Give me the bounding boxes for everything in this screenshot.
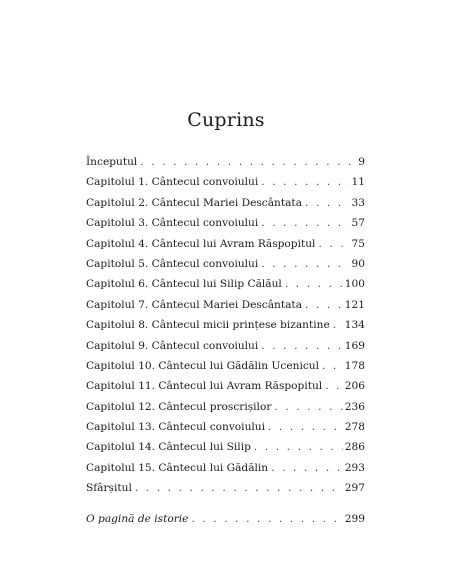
toc-entry — [86, 458, 365, 478]
leader-dots — [274, 397, 342, 417]
leader-dots — [261, 213, 349, 233]
leader-dots — [305, 295, 343, 315]
toc-entry-page: 286 — [344, 441, 365, 454]
toc-entry — [86, 254, 365, 274]
toc-entry — [86, 152, 365, 172]
toc-entry-page: 134 — [344, 319, 365, 332]
toc-entry-label: Capitolul 1. Cântecul convoiului — [86, 176, 259, 189]
toc-entry-label: Capitolul 3. Cântecul convoiului — [86, 217, 259, 230]
toc-appendix-entry — [86, 509, 365, 529]
toc-entry-label: Capitolul 6. Cântecul lui Silip Călăul — [86, 278, 282, 291]
section-gap — [86, 499, 365, 509]
toc-entry-page: 278 — [344, 421, 365, 434]
leader-dots — [333, 315, 343, 335]
toc-entry-page: 75 — [351, 237, 365, 250]
leader-dots — [135, 478, 343, 498]
toc-entry-page: 293 — [344, 461, 365, 474]
toc-entry-label: Capitolul 8. Cântecul micii prințese bizantine — [86, 319, 330, 332]
leader-dots — [254, 437, 343, 457]
leader-dots — [191, 509, 342, 529]
toc-entry-page: 178 — [344, 359, 365, 372]
toc-entry-label: Capitolul 5. Cântecul convoiului — [86, 257, 259, 270]
toc-entry-page: 90 — [351, 257, 365, 270]
toc-entry — [86, 172, 365, 192]
toc-entry-label: Capitolul 14. Cântecul lui Silip — [86, 441, 251, 454]
leader-dots — [305, 193, 350, 213]
leader-dots — [261, 172, 349, 192]
toc-entry — [86, 478, 365, 498]
toc-entry — [86, 376, 365, 396]
leader-dots — [140, 152, 356, 172]
toc-entry-label: Capitolul 7. Cântecul Mariei Descântata — [86, 298, 303, 311]
toc-entry-page: 297 — [344, 482, 365, 495]
toc-entry — [86, 397, 365, 417]
toc-entry — [86, 437, 365, 457]
toc-entry-page: 57 — [351, 217, 365, 230]
toc-entry-page: 100 — [344, 278, 365, 291]
toc-entry — [86, 234, 365, 254]
toc-entry — [86, 356, 365, 376]
leader-dots — [325, 376, 343, 396]
toc-entry-label: Capitolul 2. Cântecul Mariei Descântata — [86, 196, 303, 209]
leader-dots — [261, 254, 349, 274]
toc-entry-page: 299 — [344, 512, 365, 525]
toc-entry — [86, 336, 365, 356]
toc-entry — [86, 213, 365, 233]
table-of-contents — [86, 152, 365, 529]
leader-dots — [318, 234, 349, 254]
leader-dots — [322, 356, 343, 376]
toc-entry-page: 121 — [344, 298, 365, 311]
page-title: Cuprins — [187, 109, 265, 131]
toc-entry — [86, 315, 365, 335]
toc-entry — [86, 193, 365, 213]
toc-entry — [86, 295, 365, 315]
toc-entry-page: 9 — [358, 156, 365, 168]
leader-dots — [268, 417, 343, 437]
toc-entry-page: 206 — [344, 380, 365, 393]
toc-entry-label: O pagină de istorie — [86, 512, 189, 525]
toc-entry — [86, 274, 365, 294]
toc-entry-page: 11 — [351, 176, 365, 189]
toc-entry-page: 236 — [344, 400, 365, 413]
toc-entry-label: Capitolul 11. Cântecul lui Avram Răspopitul — [86, 380, 323, 393]
leader-dots — [261, 336, 343, 356]
toc-entry-label: Capitolul 13. Cântecul convoiului — [86, 421, 265, 434]
toc-entry-label: Capitolul 12. Cântecul proscrișilor — [86, 400, 272, 413]
leader-dots — [271, 458, 343, 478]
toc-entry-label: Sfârșitul — [86, 482, 132, 495]
toc-entry — [86, 417, 365, 437]
toc-entry-label: Capitolul 4. Cântecul lui Avram Răspopitul — [86, 237, 316, 250]
toc-entry-page: 33 — [351, 196, 365, 209]
toc-entry-label: Capitolul 10. Cântecul lui Gădălin Ucenicul — [86, 359, 319, 372]
toc-entry-label: Capitolul 15. Cântecul lui Gădălin — [86, 461, 269, 474]
toc-entry-page: 169 — [344, 339, 365, 352]
toc-entry-label: Capitolul 9. Cântecul convoiului — [86, 339, 259, 352]
toc-entry-label: Începutul — [86, 156, 138, 168]
leader-dots — [285, 274, 343, 294]
